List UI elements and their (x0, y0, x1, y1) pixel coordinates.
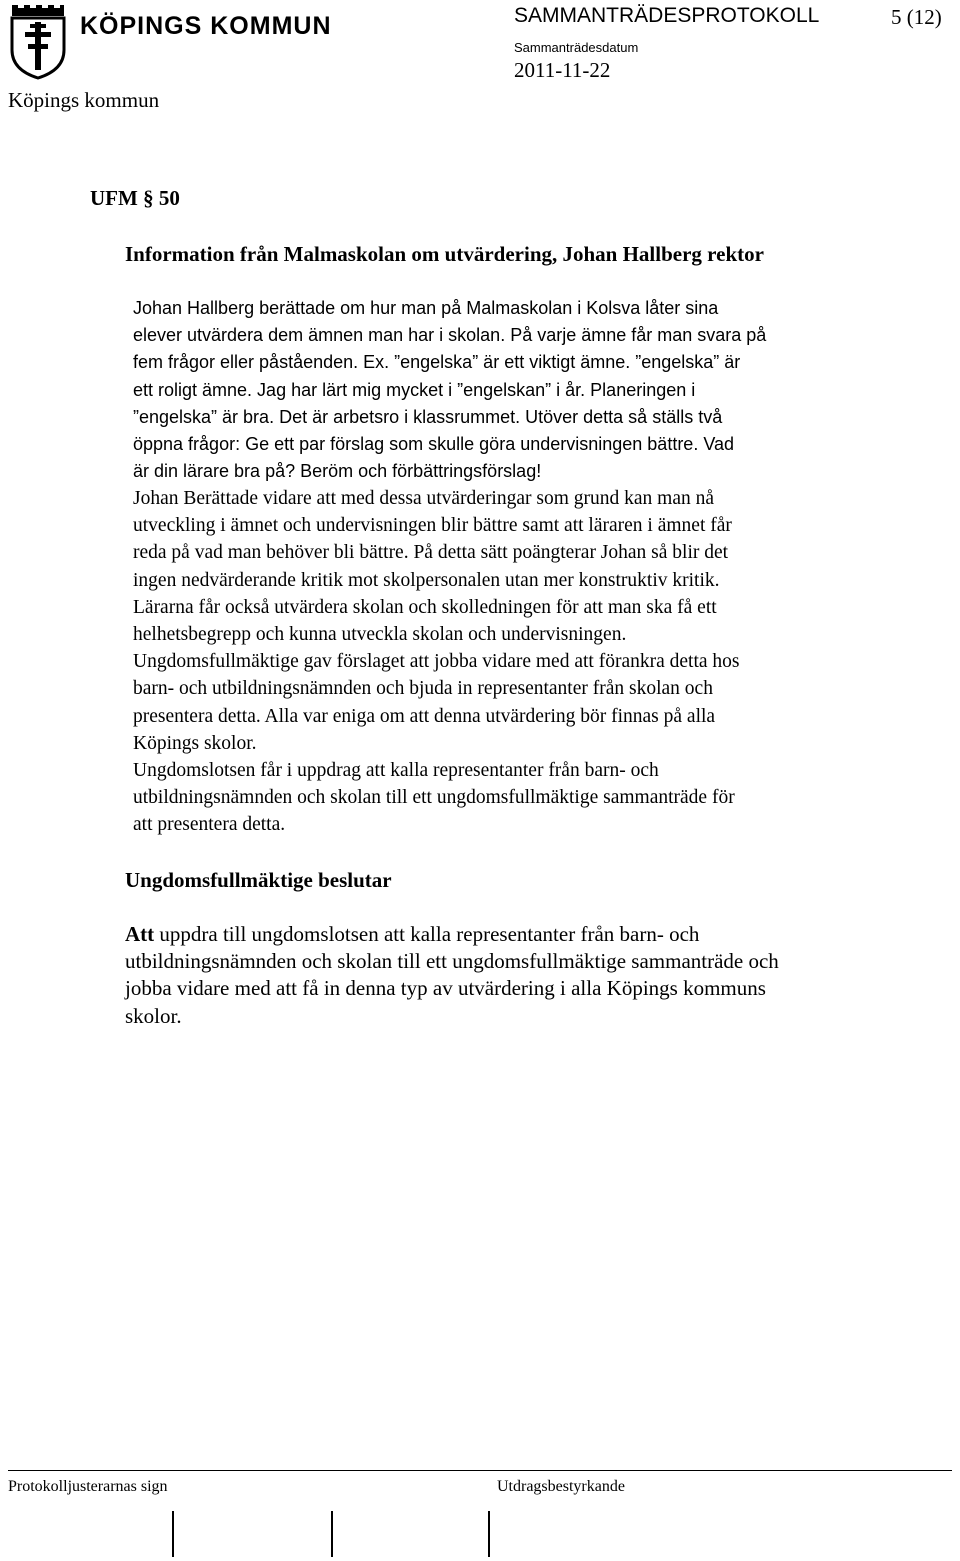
decision-text (125, 921, 779, 1030)
signature-box-divider (488, 1511, 490, 1557)
organization-name: KÖPINGS KOMMUN (80, 12, 332, 40)
signature-box-divider (331, 1511, 333, 1557)
text-line: barn- och utbildningsnämnden och bjuda in representanter från skolan och (133, 678, 713, 700)
decision-heading: Ungdomsfullmäktige beslutar (125, 868, 392, 892)
paragraph-discussion (133, 485, 739, 839)
decision-lead-word: Att (125, 922, 155, 946)
text-line: jobba vidare med att få in denna typ av utvärdering i alla Köpings kommuns (125, 976, 766, 1001)
text-line: skolor. (125, 1003, 182, 1028)
page-number: 5 (12) (891, 5, 942, 29)
text-line: Ungdomslotsen får i uppdrag att kalla representanter från barn- och (133, 760, 659, 782)
text-line: ”engelska” är bra. Det är arbetsro i klassrummet. Utöver detta så ställs två (133, 406, 723, 427)
text-line: fem frågor eller påståenden. Ex. ”engelska” är ett viktigt ämne. ”engelska” är (133, 352, 741, 373)
section-title: Information från Malmaskolan om utvärdering, Johan Hallberg rektor (125, 242, 764, 266)
text-line: reda på vad man behöver bli bättre. På detta sätt poängterar Johan så blir det (133, 542, 729, 564)
text-line: elever utvärdera dem ämnen man har i skolan. På varje ämne får man svara på (133, 325, 767, 346)
decision-line-text: uppdra till ungdomslotsen att kalla representanter från barn- och (154, 922, 700, 946)
footer-certification-label: Utdragsbestyrkande (497, 1478, 625, 1495)
text-line: Ungdomsfullmäktige gav förslaget att jobba vidare med att förankra detta hos (133, 651, 740, 673)
footer-signature-label: Protokolljusterarnas sign (8, 1478, 168, 1495)
text-line: är din lärare bra på? Beröm och förbättringsförslag! (133, 461, 542, 482)
meeting-date: 2011-11-22 (514, 58, 611, 82)
signature-box-divider (172, 1511, 174, 1557)
text-line: öppna frågor: Ge ett par förslag som skulle göra undervisningen bättre. Vad (133, 434, 735, 455)
text-line: Johan Berättade vidare att med dessa utvärderingar som grund kan man nå (133, 488, 715, 509)
text-line: ett roligt ämne. Jag har lärt mig mycket i ”engelskan” i år. Planeringen i (133, 379, 696, 400)
text-line (125, 921, 779, 948)
text-line: att presentera detta. (133, 814, 286, 836)
organization-subtitle: Köpings kommun (8, 88, 160, 112)
text-line: utveckling i ämnet och undervisningen blir bättre samt att läraren i ämnet får (133, 515, 732, 537)
text-line: Köpings skolor. (133, 732, 257, 754)
text-line: ingen nedvärderande kritik mot skolpersonalen utan mer konstruktiv kritik. (133, 569, 720, 591)
section-number: UFM § 50 (90, 186, 180, 210)
paragraph-information (133, 295, 766, 485)
footer-divider (8, 1470, 952, 1471)
text-line: utbildningsnämnden och skolan till ett ungdomsfullmäktige sammanträde och (125, 949, 779, 974)
municipal-crest-icon (8, 2, 68, 80)
text-line: utbildningsnämnden och skolan till ett ungdomsfullmäktige sammanträde för (133, 787, 735, 809)
date-label: Sammanträdesdatum (514, 40, 639, 55)
text-line: presentera detta. Alla var eniga om att denna utvärdering bör finnas på alla (133, 705, 716, 727)
document-type: SAMMANTRÄDESPROTOKOLL (514, 4, 820, 27)
text-line: Johan Hallberg berättade om hur man på Malmaskolan i Kolsva låter sina (133, 298, 719, 318)
text-line: Lärarna får också utvärdera skolan och skolledningen för att man ska få ett (133, 596, 717, 618)
text-line: helhetsbegrepp och kunna utveckla skolan och undervisningen. (133, 624, 627, 646)
